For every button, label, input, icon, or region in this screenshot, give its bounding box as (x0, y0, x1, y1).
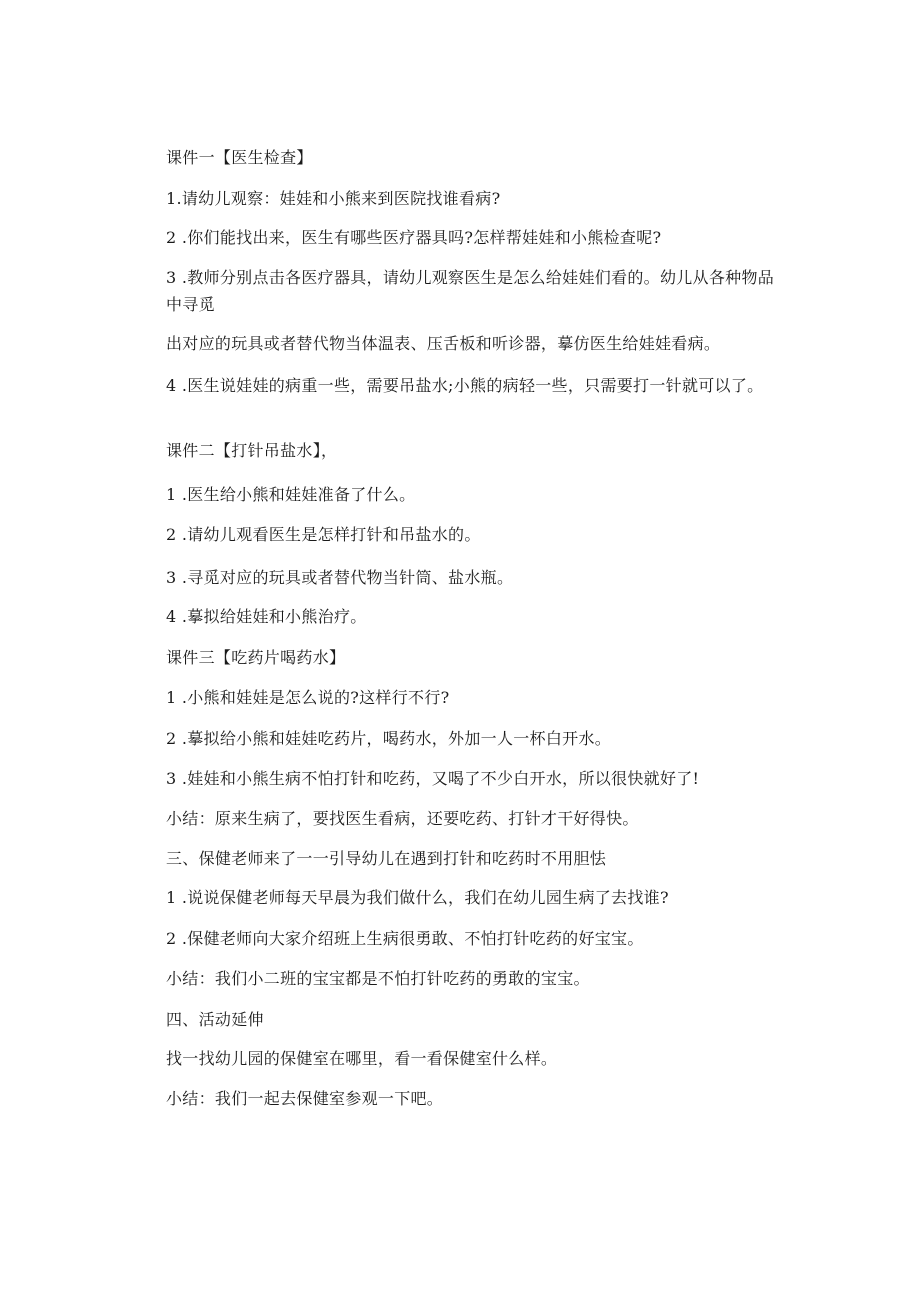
section-heading-4: 四、活动延伸 (166, 1010, 264, 1029)
paragraph-item-4: 4 .医生说娃娃的病重一些，需要吊盐水;小熊的病轻一些，只需要打一针就可以了。 (166, 376, 764, 395)
paragraph-item-1: 1.请幼儿观察：娃娃和小熊来到医院找谁看病? (166, 189, 501, 208)
paragraph-item-1: 1 .小熊和娃娃是怎么说的?这样行不行? (166, 688, 450, 707)
summary-paragraph: 小结：我们一起去保健室参观一下吧。 (166, 1089, 444, 1108)
section-heading-3: 三、保健老师来了一一引导幼儿在遇到打针和吃药时不用胆怯 (166, 849, 607, 868)
paragraph-item-4: 4 .摹拟给娃娃和小熊治疗。 (166, 607, 367, 626)
section-heading-courseware-3: 课件三【吃药片喝药水】 (166, 648, 346, 667)
section-heading-courseware-2: 课件二【打针吊盐水】， (166, 441, 338, 460)
summary-paragraph: 小结：我们小二班的宝宝都是不怕打针吃药的勇敢的宝宝。 (166, 969, 590, 988)
paragraph-item-3: 3 .娃娃和小熊生病不怕打针和吃药，又喝了不少白开水，所以很快就好了! (166, 769, 700, 788)
paragraph-item-2: 2 .保健老师向大家介绍班上生病很勇敢、不怕打针吃药的好宝宝。 (166, 929, 644, 948)
paragraph-item-1: 1 .说说保健老师每天早晨为我们做什么，我们在幼儿园生病了去找谁? (166, 888, 669, 907)
paragraph-item-2: 2 .请幼儿观看医生是怎样打针和吊盐水的。 (166, 525, 481, 544)
paragraph-text: 找一找幼儿园的保健室在哪里，看一看保健室什么样。 (166, 1049, 558, 1068)
paragraph-continuation: 出对应的玩具或者替代物当体温表、压舌板和听诊器，摹仿医生给娃娃看病。 (166, 334, 721, 353)
paragraph-item-3: 3 .寻觅对应的玩具或者替代物当针筒、盐水瓶。 (166, 568, 514, 587)
paragraph-item-1: 1 .医生给小熊和娃娃准备了什么。 (166, 485, 416, 504)
paragraph-item-2: 2 .摹拟给小熊和娃娃吃药片，喝药水，外加一人一杯白开水。 (166, 729, 612, 748)
paragraph-item-3: 3 .教师分别点击各医疗器具，请幼儿观察医生是怎么给娃娃们看的。幼儿从各种物品中寻觅 (166, 268, 775, 314)
section-heading-courseware-1: 课件一【医生检查】 (166, 148, 313, 167)
summary-paragraph: 小结：原来生病了，要找医生看病，还要吃药、打针才干好得快。 (166, 809, 639, 828)
paragraph-item-2: 2 .你们能找出来，医生有哪些医疗器具吗?怎样帮娃娃和小熊检查呢? (166, 228, 662, 247)
